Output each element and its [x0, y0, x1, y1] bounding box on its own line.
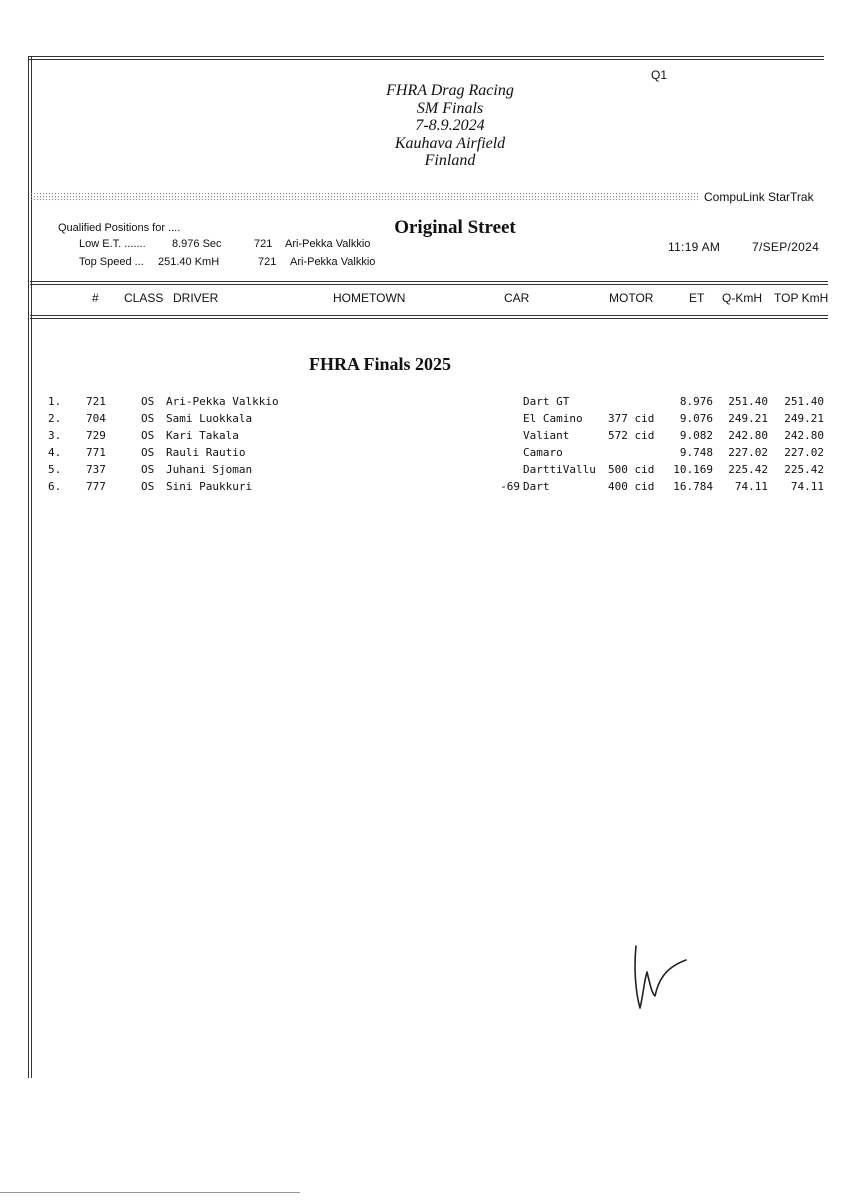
row-position: 6. — [48, 480, 62, 493]
table-row — [0, 446, 848, 463]
column-header-motor: MOTOR — [609, 291, 654, 305]
row-q-kmh: 74.11 — [734, 480, 768, 493]
row-driver: Kari Takala — [166, 429, 239, 442]
row-number: 729 — [86, 429, 106, 442]
top-speed-number: 721 — [258, 256, 277, 268]
column-header-hometown: HOMETOWN — [333, 291, 406, 305]
table-row — [0, 412, 848, 429]
row-class: OS — [141, 412, 155, 425]
row-driver: Sini Paukkuri — [166, 480, 253, 493]
top-speed-driver: Ari-Pekka Valkkio — [290, 256, 376, 268]
row-top-kmh: 74.11 — [790, 480, 824, 493]
row-et: 8.976 — [679, 395, 713, 408]
row-number: 777 — [86, 480, 106, 493]
timestamp-time: 11:19 AM — [668, 240, 721, 254]
row-number: 771 — [86, 446, 106, 459]
row-driver: Rauli Rautio — [166, 446, 246, 459]
row-motor: 572 cid — [608, 429, 655, 442]
low-et-number: 721 — [254, 238, 273, 250]
row-et: 10.169 — [673, 463, 713, 476]
column-header-top-kmh: TOP KmH — [774, 291, 829, 305]
row-position: 1. — [48, 395, 62, 408]
row-class: OS — [141, 480, 155, 493]
row-q-kmh: 225.42 — [728, 463, 768, 476]
row-q-kmh: 249.21 — [728, 412, 768, 425]
row-car: Valiant — [523, 429, 570, 442]
row-car: El Camino — [523, 412, 583, 425]
header-rule-top — [30, 281, 828, 285]
row-top-kmh: 251.40 — [784, 395, 824, 408]
timestamp-date: 7/SEP/2024 — [752, 240, 820, 254]
row-driver: Sami Luokkala — [166, 412, 253, 425]
table-row — [0, 395, 848, 412]
row-car: Dart — [523, 480, 550, 493]
event-title-line: Finland — [424, 152, 476, 169]
table-row — [0, 463, 848, 480]
row-hometown: -69 — [500, 480, 520, 493]
row-number: 721 — [86, 395, 106, 408]
row-top-kmh: 227.02 — [784, 446, 824, 459]
table-row — [0, 429, 848, 446]
row-et: 16.784 — [673, 480, 713, 493]
row-position: 3. — [48, 429, 62, 442]
row-position: 2. — [48, 412, 62, 425]
row-driver: Ari-Pekka Valkkio — [166, 395, 279, 408]
low-et-driver: Ari-Pekka Valkkio — [285, 238, 371, 250]
event-title-line: Kauhava Airfield — [394, 134, 506, 152]
event-title — [300, 82, 600, 170]
top-speed-value: 251.40 KmH — [158, 256, 220, 268]
row-car: Camaro — [523, 446, 563, 459]
row-top-kmh: 242.80 — [784, 429, 824, 442]
row-et: 9.076 — [679, 412, 713, 425]
vendor-label: CompuLink StarTrak — [704, 190, 814, 204]
stipple-divider — [30, 192, 698, 201]
class-title: Original Street — [394, 217, 516, 238]
row-class: OS — [141, 446, 155, 459]
frame-top-border — [28, 56, 824, 60]
frame-left-border — [28, 56, 32, 1078]
row-class: OS — [141, 429, 155, 442]
low-et-label: Low E.T. ....... — [79, 238, 146, 250]
section-title: FHRA Finals 2025 — [308, 354, 451, 374]
column-header-car: CAR — [504, 291, 530, 305]
header-rule-bottom — [30, 315, 828, 319]
column-header-class: CLASS — [124, 291, 164, 305]
row-car: DarttiVallu — [523, 463, 596, 476]
row-motor: 377 cid — [608, 412, 655, 425]
row-driver: Juhani Sjoman — [166, 463, 253, 476]
top-speed-label: Top Speed ... — [79, 256, 144, 268]
row-top-kmh: 249.21 — [784, 412, 824, 425]
row-car: Dart GT — [523, 395, 570, 408]
row-number: 704 — [86, 412, 106, 425]
row-number: 737 — [86, 463, 106, 476]
row-class: OS — [141, 463, 155, 476]
qualifying-round-label: Q1 — [651, 68, 668, 82]
column-header-number: # — [92, 291, 99, 305]
event-title-line: 7-8.9.2024 — [415, 117, 485, 134]
page-bottom-edge — [0, 1192, 300, 1193]
event-title-line: SM Finals — [416, 99, 484, 117]
row-top-kmh: 225.42 — [784, 463, 824, 476]
signature-mark — [620, 938, 700, 1018]
row-position: 4. — [48, 446, 62, 459]
row-motor: 500 cid — [608, 463, 655, 476]
row-class: OS — [141, 395, 155, 408]
table-row — [0, 480, 848, 497]
row-et: 9.082 — [679, 429, 713, 442]
column-header-q-kmh: Q-KmH — [722, 291, 762, 305]
row-q-kmh: 242.80 — [728, 429, 768, 442]
low-et-value: 8.976 Sec — [172, 238, 222, 250]
row-position: 5. — [48, 463, 62, 476]
row-motor: 400 cid — [608, 480, 655, 493]
row-q-kmh: 251.40 — [728, 395, 768, 408]
row-et: 9.748 — [679, 446, 713, 459]
column-header-driver: DRIVER — [173, 291, 219, 305]
row-q-kmh: 227.02 — [728, 446, 768, 459]
event-title-line: FHRA Drag Racing — [386, 82, 514, 99]
column-header-et: ET — [689, 291, 705, 305]
qualified-title: Qualified Positions for .... — [58, 222, 181, 234]
